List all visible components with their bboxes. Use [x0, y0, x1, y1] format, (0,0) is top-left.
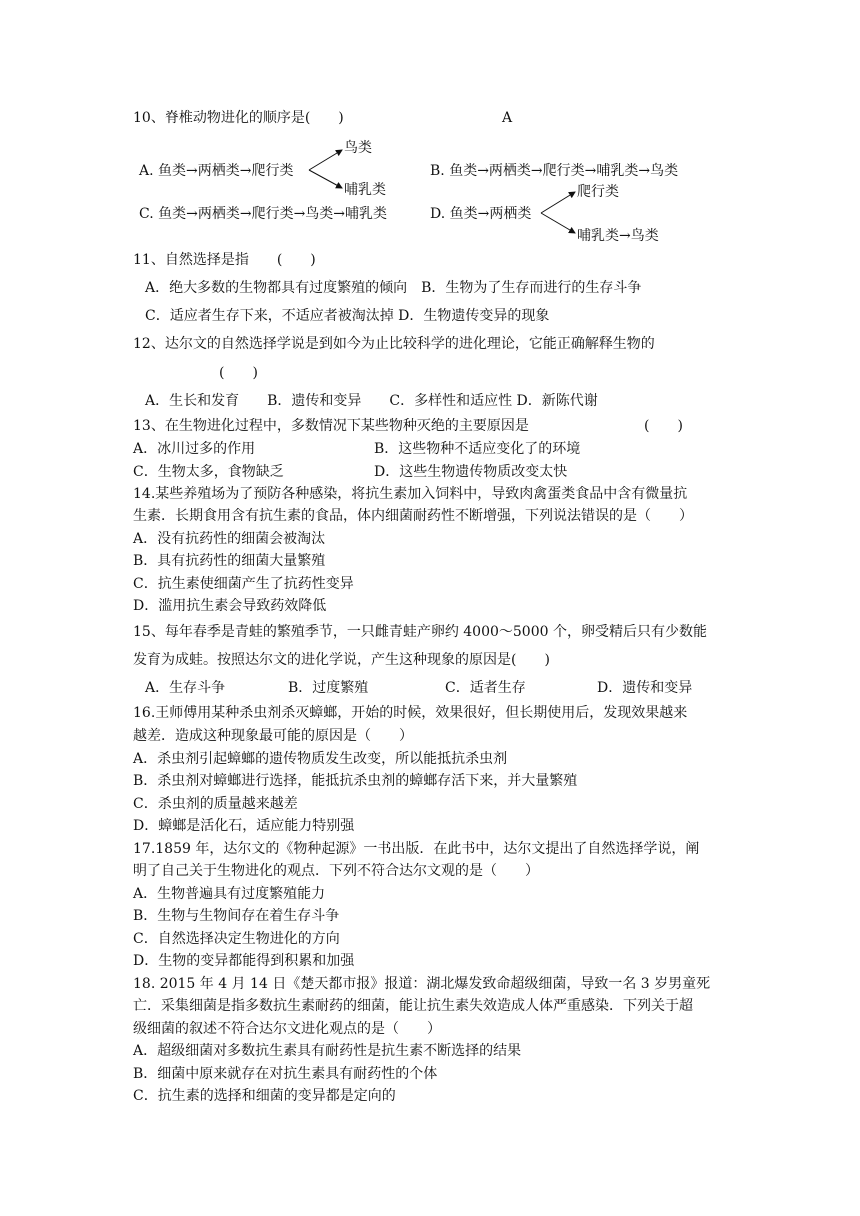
q10-option-a-bottom: 哺乳类	[344, 182, 386, 198]
q15-option-d: D．遗传和变异	[597, 680, 693, 696]
q11-options-line2: C．适应者生存下来，不适应者被淘汰掉 D．生物遗传变异的现象	[145, 308, 550, 324]
q13-paren: ( )	[644, 418, 683, 434]
q11-stem: 11、自然选择是指 ( )	[133, 252, 316, 268]
q12-stem: 12、达尔文的自然选择学说是到如今为止比较科学的进化理论，它能正确解释生物的	[133, 336, 655, 352]
q15-option-b: B．过度繁殖	[288, 680, 369, 696]
q10-stem: 10、脊椎动物进化的顺序是( )	[133, 110, 344, 126]
q10-option-d-top: 爬行类	[577, 184, 619, 200]
q15-line1: 15、每年春季是青蛙的繁殖季节，一只雌青蛙产卵约 4000～5000 个，卵受精后只有少数能	[133, 624, 707, 640]
q16-option-b: B．杀虫剂对蟑螂进行选择，能抵抗杀虫剂的蟑螂存活下来，并大量繁殖	[133, 773, 578, 789]
q17-line1: 17.1859 年，达尔文的《物种起源》一书出版．在此书中，达尔文提出了自然选择学说，阐	[133, 841, 700, 857]
q16-line1: 16.王师傅用某种杀虫剂杀灭蟑螂，开始的时候，效果很好，但长期使用后，发现效果越来	[133, 705, 688, 721]
q15-line2: 发育为成蛙。按照达尔文的进化学说，产生这种现象的原因是( )	[133, 652, 550, 668]
q18-line3: 级细菌的叙述不符合达尔文进化观点的是（ ）	[133, 1021, 441, 1037]
q18-option-b: B．细菌中原来就存在对抗生素具有耐药性的个体	[133, 1066, 438, 1082]
q13-stem: 13、在生物进化过程中，多数情况下某些物种灭绝的主要原因是	[133, 418, 529, 434]
q12-paren: ( )	[219, 365, 258, 381]
q13-option-d: D．这些生物遗传物质改变太快	[374, 464, 568, 480]
q14-option-b: B．具有抗药性的细菌大量繁殖	[133, 553, 326, 569]
q13-option-b: B．这些物种不适应变化了的环境	[374, 441, 581, 457]
q14-option-a: A．没有抗药性的细菌会被淘汰	[133, 531, 326, 547]
q10-option-a: A. 鱼类→两栖类→爬行类	[139, 163, 294, 179]
q16-option-c: C．杀虫剂的质量越来越差	[133, 796, 298, 812]
q10-option-b: B. 鱼类→两栖类→爬行类→哺乳类→鸟类	[430, 163, 679, 179]
q10-option-d-bottom: 哺乳类→鸟类	[577, 228, 659, 244]
q17-option-d: D．生物的变异都能得到积累和加强	[133, 953, 355, 969]
branch-arrow-d	[541, 192, 575, 233]
q14-option-d: D．滥用抗生素会导致药效降低	[133, 598, 327, 614]
q14-line1: 14.某些养殖场为了预防各种感染，将抗生素加入饲料中，导致肉禽蛋类食品中含有微量抗	[133, 486, 688, 502]
q17-option-c: C．自然选择决定生物进化的方向	[133, 931, 340, 947]
q17-option-a: A．生物普遍具有过度繁殖能力	[133, 886, 326, 902]
branch-arrow-a	[309, 150, 342, 188]
q12-options: A．生长和发育 B．遗传和变异 C．多样性和适应性 D．新陈代谢	[145, 393, 598, 409]
q10-answer: A	[502, 110, 513, 126]
q18-option-a: A．超级细菌对多数抗生素具有耐药性是抗生素不断选择的结果	[133, 1043, 522, 1059]
q17-option-b: B．生物与生物间存在着生存斗争	[133, 908, 340, 924]
q18-line1: 18. 2015 年 4 月 14 日《楚天都市报》报道：湖北爆发致命超级细菌，导致一名 3 岁男童死	[133, 976, 711, 992]
q10-option-c: C. 鱼类→两栖类→爬行类→鸟类→哺乳类	[139, 206, 388, 222]
q17-line2: 明了自己关于生物进化的观点．下列不符合达尔文观的是（ ）	[133, 863, 539, 879]
q13-option-a: A．冰川过多的作用	[133, 441, 256, 457]
q16-line2: 越差．造成这种现象最可能的原因是（ ）	[133, 728, 413, 744]
q16-option-d: D．蟑螂是活化石，适应能力特别强	[133, 818, 355, 834]
q10-option-d: D. 鱼类→两栖类	[430, 206, 532, 222]
q15-option-a: A．生存斗争	[145, 680, 226, 696]
q14-line2: 生素．长期食用含有抗生素的食品，体内细菌耐药性不断增强，下列说法错误的是（ ）	[133, 508, 693, 524]
q16-option-a: A．杀虫剂引起蟑螂的遗传物质发生改变，所以能抵抗杀虫剂	[133, 751, 508, 767]
q10-option-a-top: 鸟类	[344, 140, 372, 156]
q13-option-c: C．生物太多，食物缺乏	[133, 464, 284, 480]
q18-line2: 亡．采集细菌是指多数抗生素耐药的细菌，能让抗生素失效造成人体严重感染．下列关于超	[133, 998, 693, 1014]
q11-options-line1: A．绝大多数的生物都具有过度繁殖的倾向 B．生物为了生存而进行的生存斗争	[145, 280, 642, 296]
q14-option-c: C．抗生素使细菌产生了抗药性变异	[133, 576, 354, 592]
q18-option-c: C．抗生素的选择和细菌的变异都是定向的	[133, 1088, 396, 1104]
q15-option-c: C．适者生存	[445, 680, 526, 696]
